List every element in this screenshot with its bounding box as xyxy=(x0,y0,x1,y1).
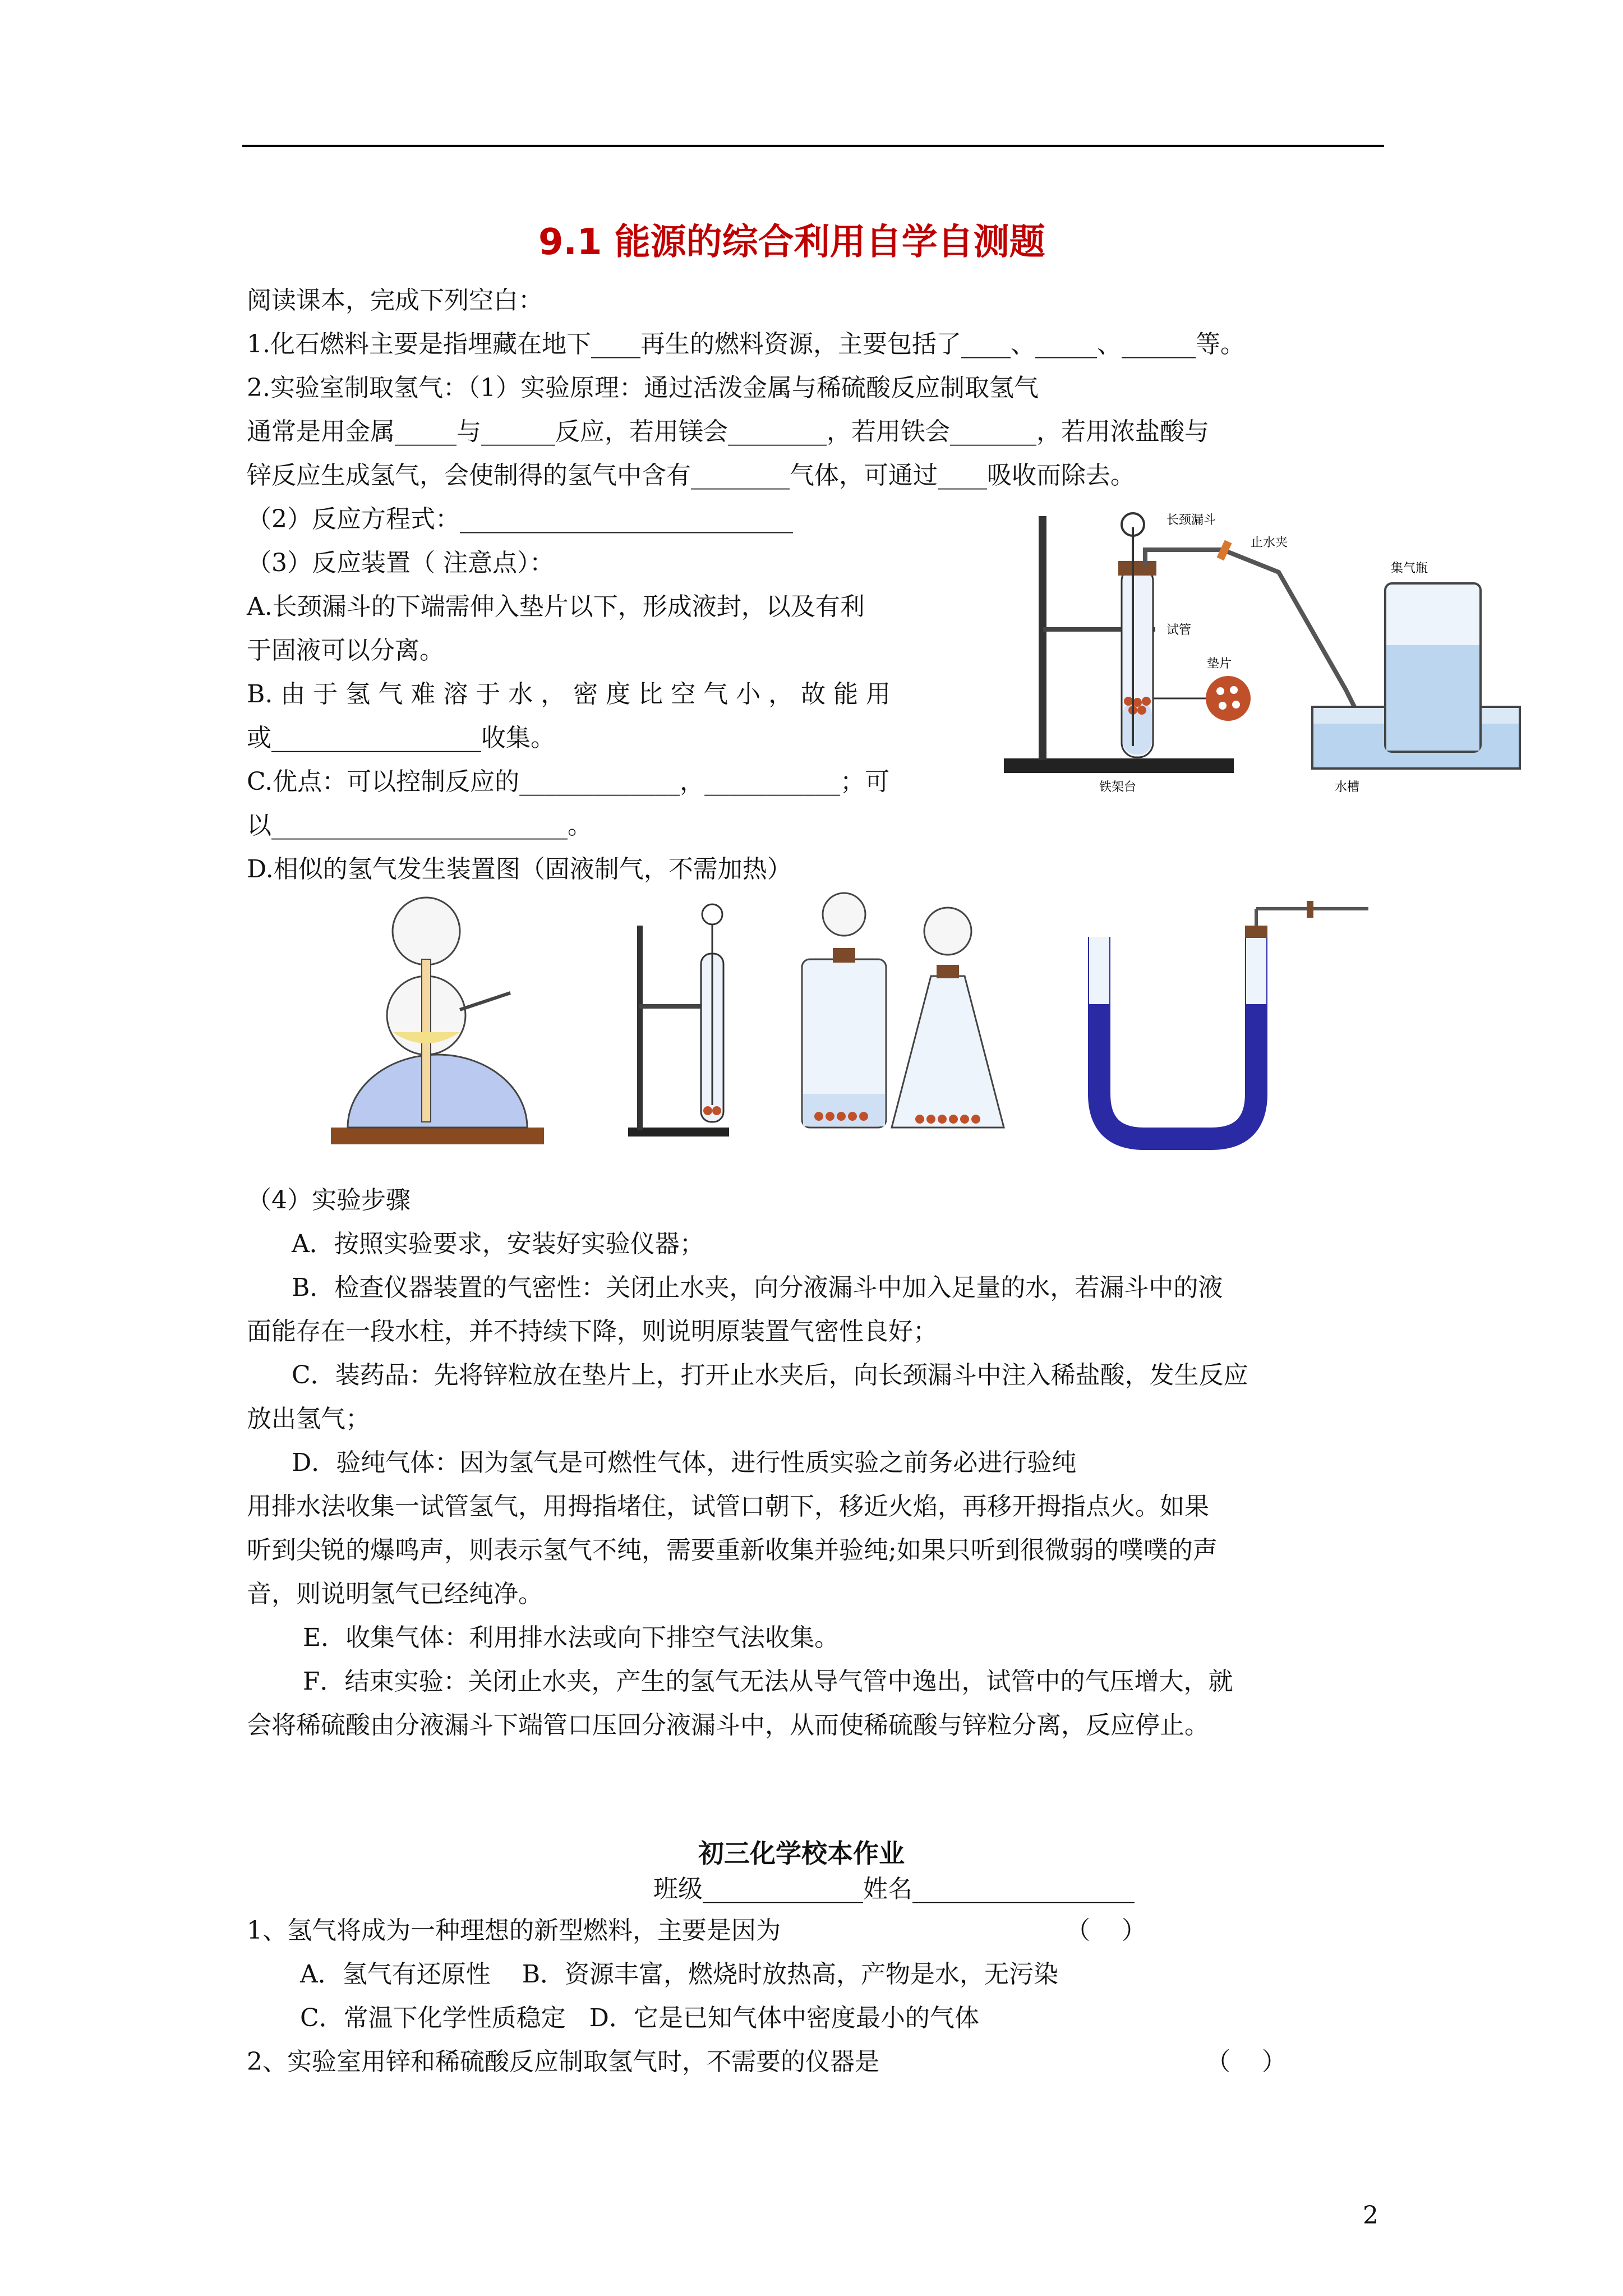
test-tube-on-stand xyxy=(628,904,729,1137)
question-1: 1.化石燃料主要是指埋藏在地下____再生的燃料资源，主要包括了____、_____、______等。 xyxy=(247,330,1245,358)
label-pad: 垫片 xyxy=(1207,657,1232,671)
step-b-line-1: B．检查仪器装置的气密性：关闭止水夹，向分液漏斗中加入足量的水，若漏斗中的液 xyxy=(292,1273,1223,1302)
question-2-equation: （2）反应方程式：___________________________ xyxy=(247,505,793,533)
step-d-line-3: 听到尖锐的爆鸣声，则表示氢气不纯，需要重新收集并验纯;如果只听到很微弱的噗噗的声 xyxy=(247,1536,1218,1565)
step-f-line-1: F．结束实验：关闭止水夹，产生的氢气无法从导气管中逸出，试管中的气压增大，就 xyxy=(303,1667,1233,1696)
step-d-line-1: D．验纯气体：因为氢气是可燃性气体，进行性质实验之前务必进行验纯 xyxy=(292,1448,1077,1477)
step-c-line-1: C．装药品：先将锌粒放在垫片上，打开止水夹后，向长颈漏斗中注入稀盐酸，发生反应 xyxy=(292,1361,1248,1389)
page-number: 2 xyxy=(1363,2201,1378,2230)
bottle-with-funnel xyxy=(802,893,886,1128)
note-a-line-2: 于固液可以分离。 xyxy=(247,636,444,665)
hydrogen-apparatus-diagram xyxy=(998,505,1525,797)
question-2-apparatus: （3）反应装置（ 注意点）： xyxy=(247,549,554,577)
step-e: E．收集气体：利用排水法或向下排空气法收集。 xyxy=(303,1623,840,1652)
question-2-line-c: 锌反应生成氢气，会使制得的氢气中含有________气体，可通过____吸收而除去。 xyxy=(247,461,1135,490)
label-funnel: 长颈漏斗 xyxy=(1166,513,1216,527)
step-c-line-2: 放出氢气； xyxy=(247,1405,370,1433)
header-rule xyxy=(242,145,1384,147)
step-d-line-4: 音，则说明氢气已经纯净。 xyxy=(247,1580,543,1608)
label-trough: 水槽 xyxy=(1335,780,1360,794)
kipp-generator xyxy=(331,898,544,1144)
u-tube xyxy=(1099,901,1368,1139)
conical-flask xyxy=(892,908,1004,1128)
label-clamp: 止水夹 xyxy=(1251,536,1288,550)
note-a-line-1: A.长颈漏斗的下端需伸入垫片以下，形成液封，以及有利 xyxy=(247,592,865,621)
homework-question-1: 1、氢气将成为一种理想的新型燃料，主要是因为 xyxy=(247,1916,781,1945)
intro-text: 阅读课本，完成下列空白： xyxy=(247,286,543,315)
step-d-line-2: 用排水法收集一试管氢气，用拇指堵住，试管口朝下，移近火焰，再移开拇指点火。如果 xyxy=(247,1492,1209,1521)
homework-title: 初三化学校本作业 xyxy=(698,1838,905,1869)
similar-apparatus-diagrams xyxy=(314,892,1380,1172)
class-name-line: 班级_____________姓名__________________ xyxy=(653,1875,1135,1903)
note-b-line-1: B. 由 于 氢 气 难 溶 于 水 ， 密 度 比 空 气 小 ， 故 能 用 xyxy=(247,680,891,708)
step-a: A．按照实验要求，安装好实验仪器； xyxy=(292,1230,704,1258)
label-stand: 铁架台 xyxy=(1099,780,1137,794)
steps-heading: （4）实验步骤 xyxy=(247,1186,411,1214)
note-b-line-2: 或_________________收集。 xyxy=(247,724,555,752)
question-2-line-b: 通常是用金属_____与______反应，若用镁会________，若用铁会_______，若用浓盐酸与 xyxy=(247,417,1209,446)
question-2-line-a: 2.实验室制取氢气：（1）实验原理：通过活泼金属与稀硫酸反应制取氢气 xyxy=(247,374,1039,402)
step-f-line-2: 会将稀硫酸由分液漏斗下端管口压回分液漏斗中，从而使稀硫酸与锌粒分离，反应停止。 xyxy=(247,1711,1209,1740)
label-bottle: 集气瓶 xyxy=(1391,562,1428,576)
note-c-line-1: C.优点：可以控制反应的_____________，___________；可 xyxy=(247,767,890,796)
homework-question-1-answer: （ ） xyxy=(1066,1916,1146,1945)
page-title: 9.1 能源的综合利用自学自测题 xyxy=(538,222,1045,263)
label-tube: 试管 xyxy=(1166,623,1192,637)
homework-question-2-answer: （ ） xyxy=(1206,2047,1287,2076)
note-d: D.相似的氢气发生装置图（固液制气，不需加热） xyxy=(247,855,792,884)
homework-question-1-options-cd: C．常温下化学性质稳定 D．它是已知气体中密度最小的气体 xyxy=(300,2004,979,2032)
homework-question-1-options-ab: A．氢气有还原性 B．资源丰富，燃烧时放热高，产物是水，无污染 xyxy=(300,1960,1059,1989)
step-b-line-2: 面能存在一段水柱，并不持续下降，则说明原装置气密性良好； xyxy=(247,1317,938,1346)
homework-question-2: 2、实验室用锌和稀硫酸反应制取氢气时，不需要的仪器是 xyxy=(247,2047,879,2076)
note-c-line-2: 以________________________。 xyxy=(247,811,592,840)
